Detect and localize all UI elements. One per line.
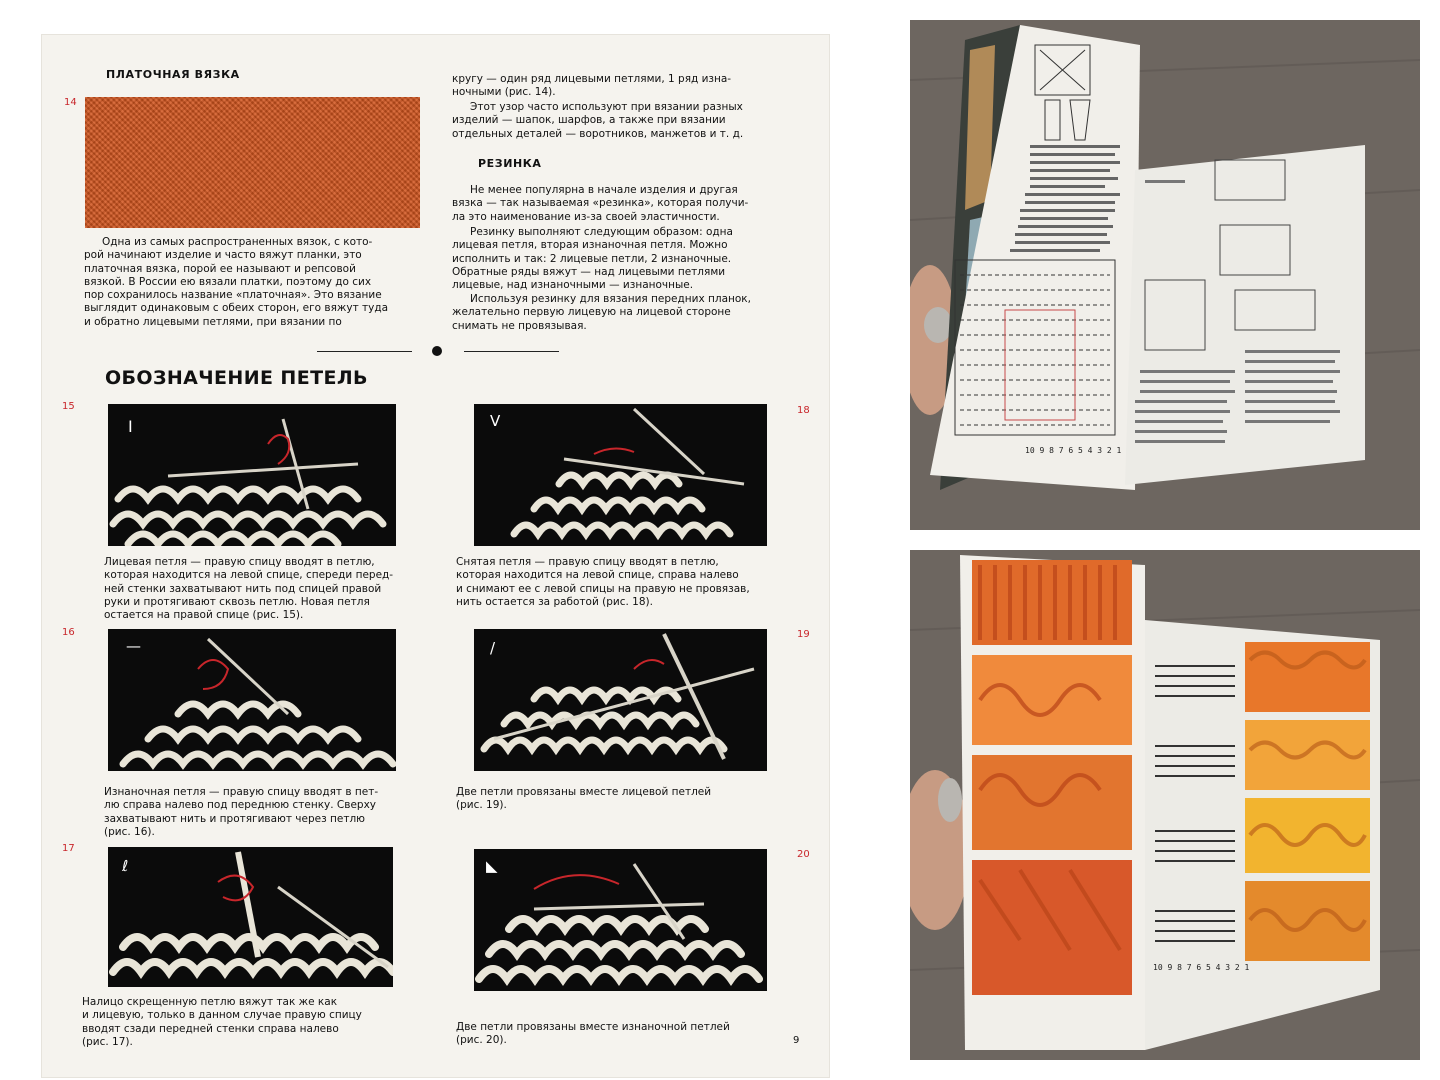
- column2-paragraph-2: Этот узор часто используют при вязании разных изделий — шапок, шарфов, а также при вязании отдельных деталей — воротников, манжетов и т. д.: [452, 101, 744, 140]
- slipped-stitch-illustration: [474, 404, 767, 546]
- purl-two-together-caption: Две петли провязаны вместе изнаночной петлей (рис. 20).: [456, 1021, 730, 1047]
- section-title-platochnaya: ПЛАТОЧНАЯ ВЯЗКА: [106, 68, 240, 81]
- knit-two-together-caption: Две петли провязаны вместе лицевой петлей (рис. 19).: [456, 786, 712, 812]
- stitch-symbol: V: [490, 412, 501, 430]
- divider-line-right: [464, 351, 559, 352]
- page-number: 9: [793, 1035, 800, 1046]
- open-book-swatches-illustration: [910, 550, 1420, 1060]
- twisted-stitch-caption: Налицо скрещенную петлю вяжут так же как и лицевую, только в данном случае правую спицу вводят сзади передней стенки справа налево (рис. 17).: [82, 996, 362, 1048]
- twisted-stitch-photo: [108, 847, 393, 987]
- figure-number-19: 19: [797, 629, 810, 640]
- chart-column-numbers: 10 9 8 7 6 5 4 3 2 1: [1025, 446, 1122, 455]
- stitch-symbol: —: [126, 637, 141, 655]
- rezinka-paragraph-2: Резинку выполняют следующим образом: одна лицевая петля, вторая изнаночная петля. Можно исполнить и так: 2 лицевые петли, 2 изнаночные. Обратные ряды вяжут — над лицевыми петлями лицевые, над изнаночными — изнаночные.: [452, 226, 733, 292]
- figure-number-16: 16: [62, 627, 75, 638]
- column2-paragraph-1: кругу — один ряд лицевыми петлями, 1 ряд изна- ночными (рис. 14).: [452, 73, 732, 99]
- section1-paragraph: Одна из самых распространенных вязок, с кото- рой начинают изделие и часто вяжут планки, это платочная вязка, порой ее называют и репсовой вязкой. В России ею вязали платки, поэтому до сих пор сохранилось название «платочная». Это вязание выглядит одинаковым с обеих сторон, его вяжут туда и обратно лицевыми петлями, при вязании по: [84, 236, 389, 328]
- stitch-symbol: ◣: [486, 857, 498, 875]
- twisted-stitch-illustration: [108, 847, 393, 987]
- figure-number-14: 14: [64, 97, 77, 108]
- knit-two-together-photo: [474, 629, 767, 771]
- open-book-charts-illustration: [910, 20, 1420, 530]
- slipped-stitch-photo: [474, 404, 767, 546]
- scanned-page: [42, 35, 829, 1077]
- purl-two-together-illustration: [474, 849, 767, 991]
- rezinka-paragraph-3: Используя резинку для вязания передних планок, желательно первую лицевую на лицевой стороне снимать не провязывая.: [452, 293, 751, 332]
- section-title-rezinka: РЕЗИНКА: [478, 157, 542, 170]
- figure-number-20: 20: [797, 849, 810, 860]
- book-photo-swatches: [910, 550, 1420, 1060]
- chart-column-numbers: 10 9 8 7 6 5 4 3 2 1: [1153, 963, 1250, 972]
- figure-number-17: 17: [62, 843, 75, 854]
- stitch-symbol: I: [128, 417, 133, 436]
- knit-two-together-illustration: [474, 629, 767, 771]
- purl-two-together-photo: [474, 849, 767, 991]
- book-photo-charts: [910, 20, 1420, 530]
- garter-stitch-swatch-photo: [85, 97, 420, 228]
- stitch-symbol: /: [490, 639, 496, 657]
- purl-stitch-caption: Изнаночная петля — правую спицу вводят в пет- лю справа налево под переднюю стенку. Сверху захватывают нить и протягивают через петлю (рис. 16).: [104, 786, 379, 838]
- purl-stitch-illustration: [108, 629, 396, 771]
- divider-line-left: [317, 351, 412, 352]
- right-page: [1125, 145, 1365, 485]
- main-heading: ОБОЗНАЧЕНИЕ ПЕТЕЛЬ: [105, 367, 368, 389]
- stitch-symbol: ℓ: [122, 857, 129, 875]
- figure-number-18: 18: [797, 405, 810, 416]
- knit-stitch-caption: Лицевая петля — правую спицу вводят в петлю, которая находится на левой спице, спереди перед- ней стенки захватывают нить под спицей правой руки и протягивают сквозь петлю. Новая петля остается на правой спице (рис. 15).: [104, 556, 394, 622]
- rezinka-paragraph-1: Не менее популярна в начале изделия и другая вязка — так называемая «резинка», которая получи- ла это наименование из-за своей эластичности.: [452, 184, 749, 223]
- knit-stitch-photo: [108, 404, 396, 546]
- figure-number-15: 15: [62, 401, 75, 412]
- slipped-stitch-caption: Снятая петля — правую спицу вводят в петлю, которая находится на левой спице, справа налево и снимают ее с левой спицы на правую не провязав, нить остается за работой (рис. 18).: [456, 556, 750, 608]
- knit-stitch-illustration: [108, 404, 396, 546]
- purl-stitch-photo: [108, 629, 396, 771]
- divider-dot: [432, 346, 442, 356]
